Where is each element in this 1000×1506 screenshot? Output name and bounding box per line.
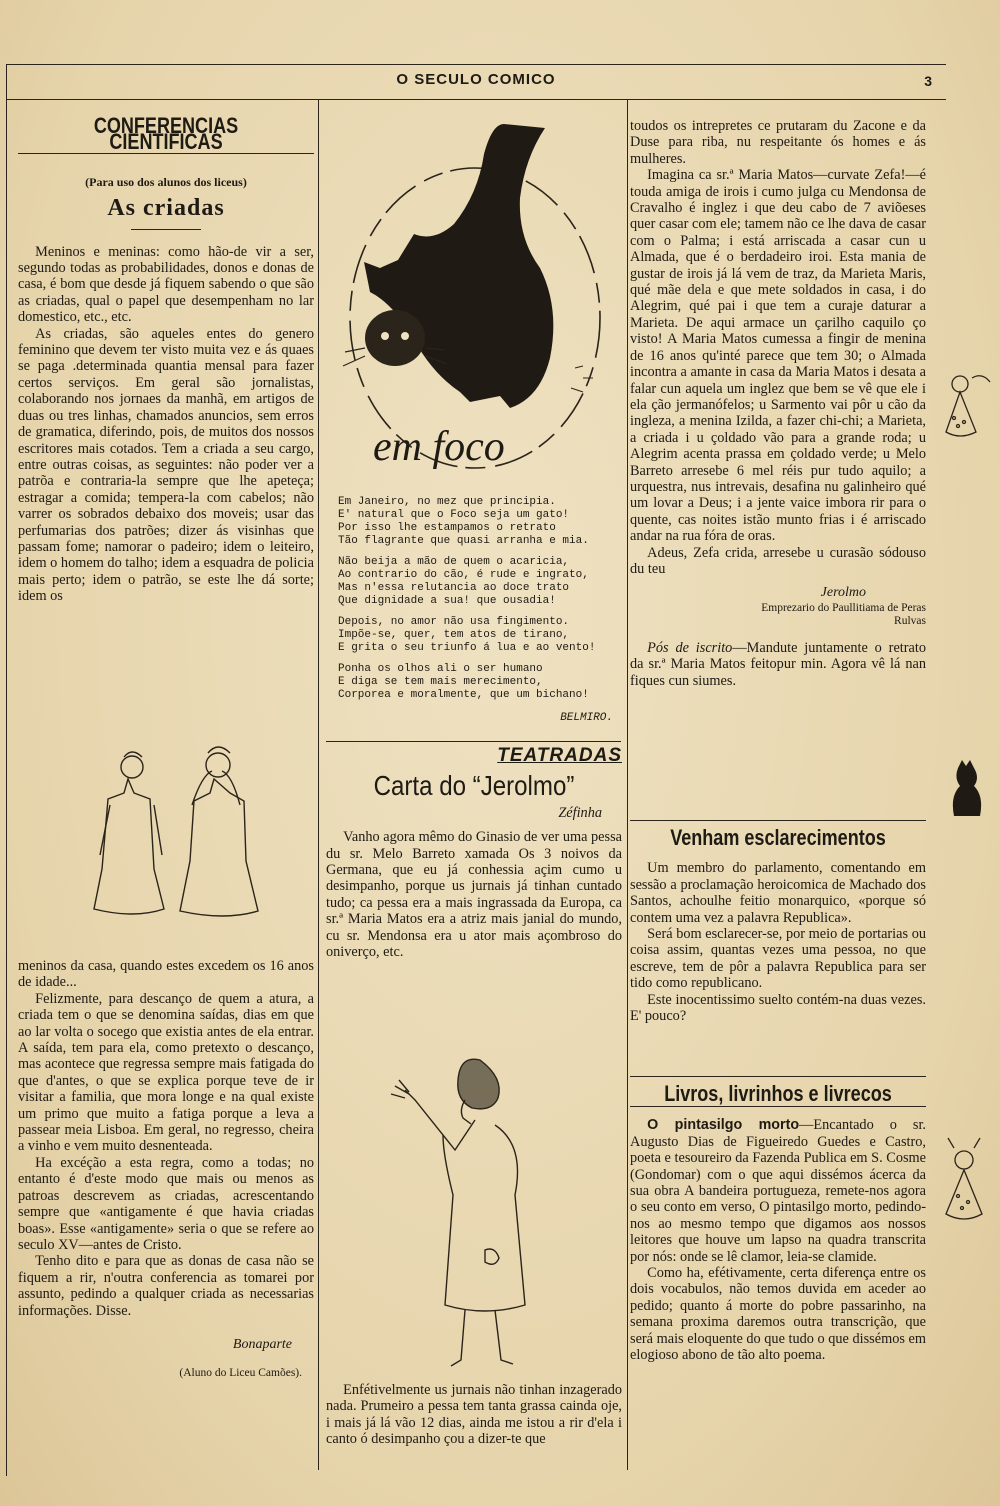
- paragraph: As criadas, são aqueles entes do genero feminino que devem ter visto muita vez e ás quaes se paga .determinada quantia mensal para fazer certos serviços. Em geral são jornalistas, colaborando nos jornaes da manhã, em artigos de duas ou tres linhas, chamados anuncios, sem erros de gramatica, diferindo, pois, de muitos dos nossos escritores mais cotados. Tem a criada a seu cargo, entre outras coisas, as seguintes: não poder ver a patrõa e contraria-la sempre que lhe apeteça; estragar a comida; tempera-la com cabelos; não varrer os sobrados debaixo dos moveis; usar das perfumarias dos patrões; dizer ás visinhas que passam fome; namorar o padeiro; idem o leiteiro, idem o homem do talho; idem a esquadra de policia mais perto; idem o patrão, se este lhe dá sorte; idem os: [18, 325, 314, 605]
- poem-line: Ponha os olhos ali o ser humano: [338, 663, 543, 675]
- poem-line: Impõe-se, quer, tem atos de tirano,: [338, 629, 570, 641]
- paragraph: Como ha, efétivamente, certa diferença entre os dois vocabulos, não temos duvida em aceder ao pedido; quanto á morte do pobre passarinho, na semana proxima daremos outra transcrição, que será mais eloquente do que tudo o que dissémos em elogioso abono de tão alto poema.: [630, 1265, 926, 1364]
- column-1-continued: [18, 958, 314, 1382]
- article-subtitle: (Para uso dos alunos dos liceus): [85, 174, 247, 189]
- signature-note: (Aluno do Liceu Camões).: [179, 1367, 302, 1380]
- paragraph: Vanho agora mêmo do Ginasio de ver uma pessa du sr. Melo Barreto xamada Os 3 noivos da Germana, que eu já conhessia açim cumo u desimpanho, porque us jurnais já tinhan cuntado tudo; ca pessa era a mais ingrassada da Europa, ca sr.ª Maria Matos era a atriz mais janial do mundo, cu sr. Mendonsa era u ator mais açombroso do oniverço, etc.: [326, 829, 622, 961]
- signature-title: Emprezario do Paullitiama de Peras Rulvas: [761, 601, 926, 627]
- poem-line: E' natural que o Foco seja um gato!: [338, 509, 570, 521]
- poem-stanza-3: [338, 616, 623, 655]
- poem-line: Por isso lhe estampamos o retrato: [338, 522, 556, 534]
- article-signature: Jerolmo: [820, 585, 866, 601]
- poem-line: E diga se tem mais merecimento,: [338, 676, 543, 688]
- article-title-carta: Carta do “Jerolmo”: [373, 770, 575, 802]
- poem-stanza-1: [338, 496, 623, 548]
- paragraph: meninos da casa, quando estes excedem os 16 anos de idade...: [18, 958, 314, 991]
- paragraph: Adeus, Zefa crida, arresebe u curasão sódouso du teu: [630, 544, 926, 577]
- column-rule-1: [318, 100, 319, 1470]
- page-number: 3: [924, 73, 932, 89]
- poem-line: Ao contrario do cão, é rude e ingrato,: [338, 569, 589, 581]
- running-head: [6, 64, 946, 100]
- postscript-text: —Mandute juntamente o retrato da sr.ª Maria Matos feitopur min. Agora vê lá nan fiques cun siumes.: [630, 639, 926, 689]
- paragraph: Ha excéção a esta regra, como a todas; no entanto é d'este modo que mais ou menos as patroas descrevem as criadas, acrescentando sempre que «antigamente é que havia criadas boas». Esse «antigamente» seria o que se refere ao seculo XV—antes de Cristo.: [18, 1154, 314, 1253]
- poem-line: Em Janeiro, no mez que principia.: [338, 496, 556, 508]
- cat-illustration-icon: [335, 108, 617, 480]
- column-3-esclarecimentos: [630, 825, 926, 1025]
- paragraph: Meninos e meninas: como hão-de vir a ser, segundo todas as probabilidades, donos e donas de casa, é bom que desde já fiquem sabendo o que são as criadas, qual o papel que desempenham no lar domestico, etc., etc.: [18, 243, 314, 326]
- section-heading-esclarecimentos: Venham esclarecimentos: [670, 825, 886, 850]
- separator-rule: [326, 741, 621, 742]
- paragraph: Será bom esclarecer-se, por meio de portarias ou coisa assim, quantas vezes uma pessoa, no que escreve, tem de pôr a palavra Republica para ser tido como republicano.: [630, 926, 926, 992]
- article-dedication: Zéfinha: [558, 804, 602, 821]
- heading-rule: [630, 1106, 926, 1107]
- column-rule-2: [627, 100, 628, 1470]
- poem-stanza-2: [338, 556, 623, 608]
- paragraph: Tenho dito e para que as donas de casa não se fiquem a rir, n'outra conferencia as tomarei por assunto, pedindo a qualquer criada as necessarias informações. Disse.: [18, 1253, 314, 1319]
- book-title-label: O pintasilgo morto: [647, 1117, 800, 1134]
- poem-line: Não beija a mão de quem o acaricia,: [338, 556, 570, 568]
- left-border: [6, 64, 7, 1476]
- column-1: [18, 113, 314, 605]
- paragraph: Um membro do parlamento, comentando em sessão a proclamação heroicomica de Machado dos Santos, achoulhe feitio monarquico, «porque só contem uma vez a palavra Republica».: [630, 860, 926, 926]
- poem-signature: BELMIRO.: [560, 712, 613, 724]
- cat-doodle-icon: [944, 758, 994, 818]
- paragraph: —Encantado o sr. Augusto Dias de Figueiredo Guedes e Castro, poeta e tesoureiro da Fazenda Publica em S. Cosme (Gondomar) com o que aqui dissémos ácerca da sua obra A bandeira portugueza, remete-nos agora o seu conto em verso, O pintasilgo morto, pedindo-nos ao mesmo tempo que digamos aos nossos leitores que houve um lapso na quadra transcrita por nós: onde se lê clamor, leia-se clamide.: [630, 1117, 926, 1265]
- separator-rule: [630, 820, 926, 821]
- postscript-label: Pós de iscrito: [647, 639, 733, 656]
- poem-line: Que dignidade a sua! que ousadia!: [338, 595, 556, 607]
- paragraph: Imagina ca sr.ª Maria Matos—curvate Zefa!—é touda amiga de irois i cumo julga cu Mendonsa de Cravalho é inglez i que deu cabo de 7 aviõeses quer casar com ele; tamem não ce lhe dava de casar com o Palma; i está arriscada a casar cun u Almada, que é o berdadeiro iroi. Esta mania de gustar de irois já lá vem de traz, da Marieta Maris, qué mãe dela e que mete soldados in casa, i do Alegrim, qué pai i que tem a curaje daturar a Marieta. De aqui armace un çarilho caquilo ço visto! A Maria Matos cumessa a fingir de menina de 16 anos qu'inté parece que tem 30; o Almada incontra a amante in casa da Maria Matos i desata a falar cun aquela um inglez que bem se vê que ele i ela ção jermanófelos; u Sarmento vai pôr u cão da ingleza, a menina Izilda, a fazer chi-chi; a Marieta, a criada i u çoldado vão para a grande roda; u Alegrim acenta prassa em çoldado verde; u Melo Barreto arresebe 6 mel réis pur tudo aquilo; a urquestra, nus intrevais, desafina nu galinheiro qué um lovar a Deus; i a jente vaice imbora rir para o quente, cas noites istão munto frias i é arriscado andar na rua fóra de oras.: [630, 167, 926, 545]
- paragraph: toudos os intrepretes ce prutaram du Zacone e da Duse para riba, nu respeitante ós homes e ás mulheres.: [630, 118, 926, 167]
- doll-doodle-icon: [932, 1130, 996, 1230]
- article-signature: Bonaparte: [232, 1336, 292, 1352]
- poem-line: Tão flagrante que quasi arranha e mia.: [338, 535, 589, 547]
- column-3: [630, 118, 926, 689]
- maids-illustration-icon: [90, 735, 260, 935]
- newspaper-title: O SECULO COMICO: [396, 71, 556, 88]
- column-3-livros: [630, 1081, 926, 1364]
- poem-line: E grita o seu triunfo á lua e ao vento!: [338, 642, 596, 654]
- section-heading-livros: Livros, livrinhos e livrecos: [664, 1081, 892, 1106]
- cat-caption: em foco: [373, 424, 505, 470]
- poem-line: Mas n'essa relutancia ao doce trato: [338, 582, 570, 594]
- section-heading-teatradas: TEATRADAS: [497, 745, 622, 766]
- paragraph: Felizmente, para descanço de quem a atura, a criada tem o que se denomina saídas, dias em que ao lar volta o socego que existia antes de ela entrar. A saída, tem para ela, como pretexto o descanço, mas acontece que regressa sempre mais fatigada do que d'antes, o que se explica porque teve de ir visitar a familia, que mora longe e na qual existe um primo que muito a fatiga porque a leva a passear meia Lisboa. Em geral, no regresso, cheira a vinho e vem muito desnenteada.: [18, 990, 314, 1155]
- paragraph: Enfétivelmente us jurnais não tinhan inzagerado nada. Prumeiro a pessa tem tanta grassa cainda oje, i mais já lá vão 12 dias, ainda me istou a rir d'ela i canto ó desimpanho çou a dizer-te que: [326, 1382, 622, 1448]
- poem-stanza-4: [338, 663, 623, 702]
- section-heading-conferencias: CONFERENCIAS CIENTIFICAS: [93, 113, 239, 155]
- poem-line: Corporea e moralmente, que um bichano!: [338, 689, 589, 701]
- poem: [338, 496, 623, 725]
- poem-line: Depois, no amor não usa fingimento.: [338, 616, 570, 628]
- woman-sketch-icon: [385, 1010, 575, 1380]
- title-rule: [131, 229, 201, 230]
- doll-doodle-icon: [932, 368, 996, 448]
- article-title: As criadas: [107, 195, 225, 222]
- paragraph: Este inocentissimo suelto contém-na duas vezes. E' pouco?: [630, 991, 926, 1025]
- column-2-continued: [326, 1382, 622, 1448]
- separator-rule: [630, 1076, 926, 1077]
- column-2-teatradas: [326, 745, 622, 961]
